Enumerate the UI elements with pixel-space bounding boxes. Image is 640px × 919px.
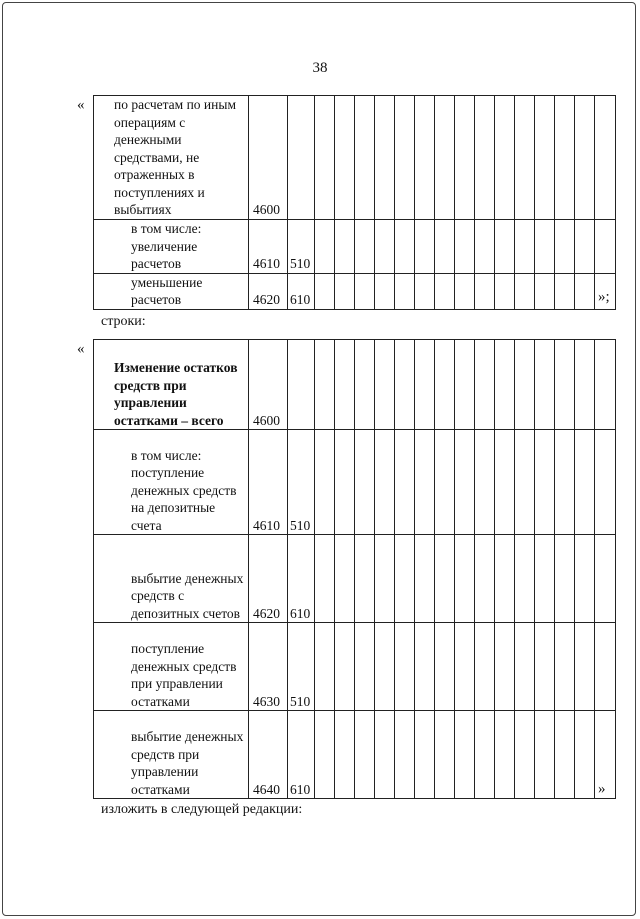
row-name: уменьшение расчетов — [94, 273, 249, 309]
row-code: 4640 — [249, 711, 288, 799]
table-fragment-2 — [93, 339, 616, 799]
row-name: Изменение остатков средств при управлении остатками – всего — [94, 340, 249, 430]
close-quote-2: » — [598, 781, 606, 797]
row-code: 4600 — [249, 340, 288, 430]
row-code: 4620 — [249, 535, 288, 623]
table-row — [94, 273, 616, 309]
open-quote-2: « — [77, 341, 85, 357]
row-name: в том числе: увеличение расчетов — [94, 219, 249, 273]
row-name: выбытие денежных средств с депозитных счетов — [94, 535, 249, 623]
row-code2: 610 — [288, 273, 315, 309]
row-name: поступление денежных средств при управлении остатками — [94, 623, 249, 711]
row-code2 — [288, 340, 315, 430]
close-quote-1: »; — [598, 289, 610, 305]
table-row — [94, 430, 616, 535]
row-code2: 610 — [288, 535, 315, 623]
table-row — [94, 96, 616, 220]
row-code: 4630 — [249, 623, 288, 711]
row-code: 4610 — [249, 219, 288, 273]
row-code2: 510 — [288, 623, 315, 711]
table-row — [94, 219, 616, 273]
row-name: в том числе: поступление денежных средств на депозитные счета — [94, 430, 249, 535]
text-final: изложить в следующей редакции: — [101, 802, 303, 817]
row-code2 — [288, 96, 315, 220]
row-code: 4620 — [249, 273, 288, 309]
table-row — [94, 711, 616, 799]
row-code: 4600 — [249, 96, 288, 220]
row-code2: 510 — [288, 219, 315, 273]
row-code: 4610 — [249, 430, 288, 535]
open-quote-1: « — [77, 97, 85, 113]
page-number: 38 — [312, 60, 328, 76]
row-code2: 610 — [288, 711, 315, 799]
table-fragment-1 — [93, 95, 616, 310]
table-row — [94, 535, 616, 623]
row-code2: 510 — [288, 430, 315, 535]
row-name: по расчетам по иным операциям с денежными средствами, не отраженных в поступлениях и выбытиях — [94, 96, 249, 220]
table-row — [94, 623, 616, 711]
table-row — [94, 340, 616, 430]
row-name: выбытие денежных средств при управлении остатками — [94, 711, 249, 799]
text-rows: строки: — [101, 314, 146, 329]
